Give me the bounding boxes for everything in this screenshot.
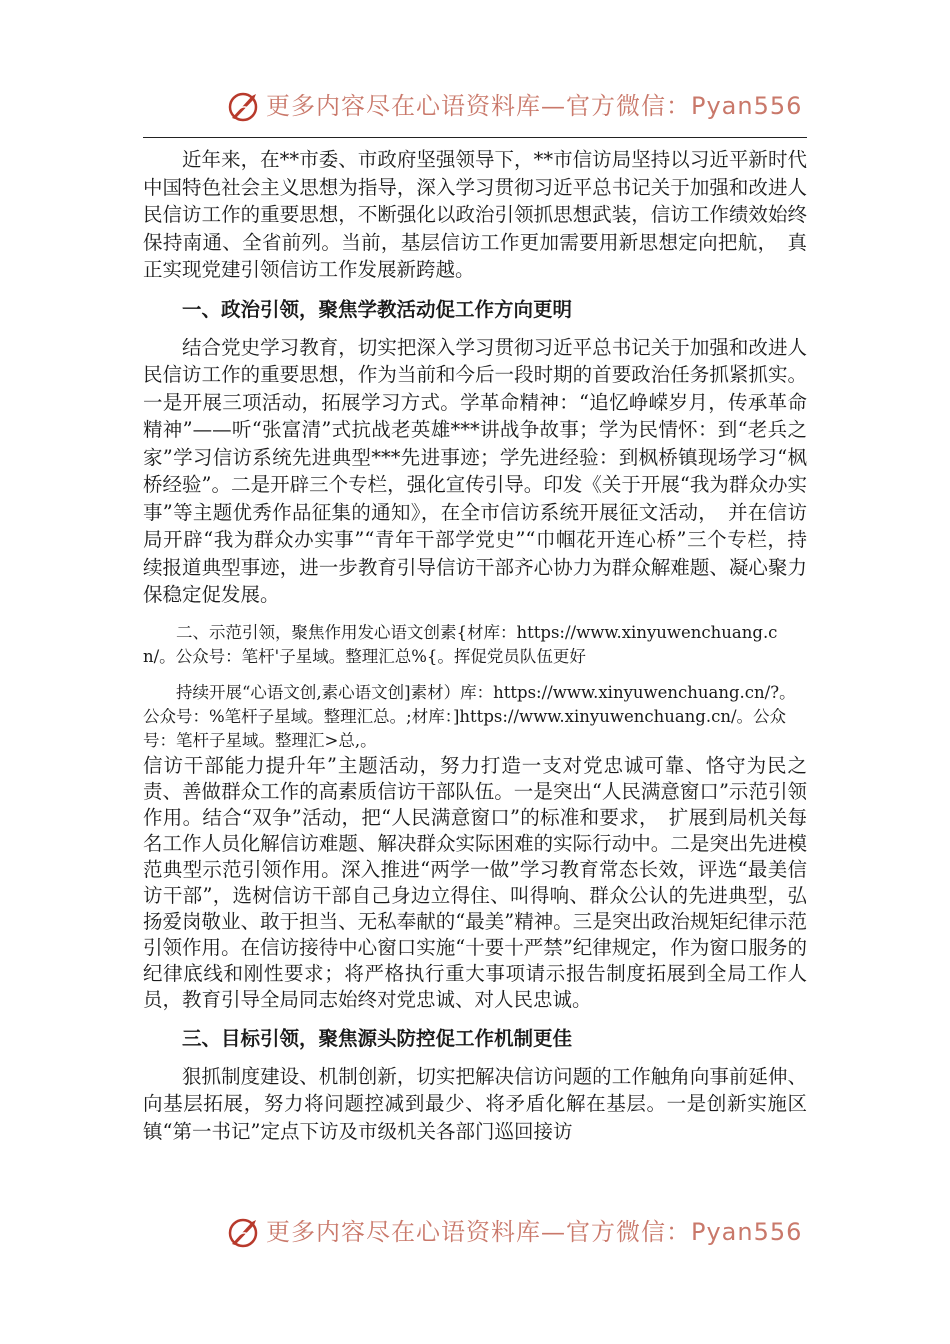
wechat-id: Pyan556	[691, 92, 803, 120]
footer-banner	[0, 1210, 950, 1254]
section-heading-2: 二、示范引领，聚焦作用发心语文创素{材库：https://www.xinyuwenchuang.cn/。公众号：笔杆'子星域。整理汇总%{。挥促党员队伍更好	[143, 622, 778, 666]
section-heading-3: 三、目标引领，聚焦源头防控促工作机制更佳	[182, 1026, 573, 1050]
intro-paragraph: 近年来，在**市委、市政府坚强领导下，**市信访局坚持以习近平新时代中国特色社会主义思想为指导，深入学习贯彻习近平总书记关于加强和改进人民信访工作的重要思想，不断强化以政治引领抓思想武装，信访工作绩效始终保持南通、全省前列。当前，基层信访工作更加需要用新思想定向把航， 真正实现党建引领信访工作发展新跨越。	[143, 148, 807, 281]
section-paragraph-3: 狠抓制度建设、机制创新，切实把解决信访问题的工作触角向事前延伸、向基层拓展，努力将问题控减到最少、将矛盾化解在基层。一是创新实施区镇“第一书记”定点下访及市级机关各部门巡回接访	[143, 1064, 807, 1143]
section-heading-1: 一、政治引领，聚焦学教活动促工作方向更明	[182, 297, 573, 321]
pen-logo-icon	[226, 88, 262, 124]
wechat-id: Pyan556	[691, 1218, 803, 1246]
document-body	[143, 146, 807, 1145]
section-paragraph-2-head: 持续开展“心语文创,素心语文创]素材）库：https://www.xinyuwenchuang.cn/?。公众号：%笔杆子星域。整理汇总。;材库：]https://www.xinyuwenchuang.cn/。公众号：笔杆子星域。整理汇>总,。	[143, 682, 796, 750]
pen-logo-icon	[226, 1214, 262, 1250]
banner-text: 更多内容尽在心语资料库—官方微信：Pyan556	[266, 92, 803, 120]
banner-text: 更多内容尽在心语资料库—官方微信：Pyan556	[266, 1218, 803, 1246]
section-paragraph-2-body: 信访干部能力提升年”主题活动，努力打造一支对党忠诚可靠、恪守为民之责、善做群众工作的高素质信访干部队伍。一是突出“人民满意窗口”示范引领作用。结合“双争”活动，把“人民满意窗口”的标准和要求， 扩展到局机关每名工作人员化解信访难题、解决群众实际困难的实际行动中。二是突出先进模范典型示范引领作用。深入推进“两学一做”学习教育常态长效，评选“最美信访干部”，选树信访干部自己身边立得住、叫得响、群众公认的先进典型，弘扬爱岗敬业、敢于担当、无私奉献的“最美”精神。三是突出政治规矩纪律示范引领作用。在信访接待中心窗口实施“十要十严禁”纪律规定，作为窗口服务的纪律底线和刚性要求；将严格执行重大事项请示报告制度拓展到全局工作人员，教育引导全局同志始终对党忠诚、对人民忠诚。	[143, 753, 807, 1011]
header-divider	[143, 137, 807, 138]
section-paragraph-1: 结合党史学习教育，切实把深入学习贯彻习近平总书记关于加强和改进人民信访工作的重要思想，作为当前和今后一段时期的首要政治任务抓紧抓实。一是开展三项活动，拓展学习方式。学革命精神：“追忆峥嵘岁月，传承革命精神”——听“张富清”式抗战老英雄***讲战争故事；学为民情怀：到“老兵之家”学习信访系统先进典型***先进事迹；学先进经验：到枫桥镇现场学习“枫桥经验”。二是开辟三个专栏，强化宣传引导。印发《关于开展“我为群众办实事”等主题优秀作品征集的通知》，在全市信访系统开展征文活动， 并在信访局开辟“我为群众办实事”“青年干部学党史”“巾帼花开连心桥”三个专栏，持续报道典型事迹，进一步教育引导信访干部齐心协力为群众解难题、凝心聚力保稳定促发展。	[143, 335, 807, 606]
section-paragraph-2	[143, 681, 807, 1013]
header-banner	[0, 84, 950, 128]
